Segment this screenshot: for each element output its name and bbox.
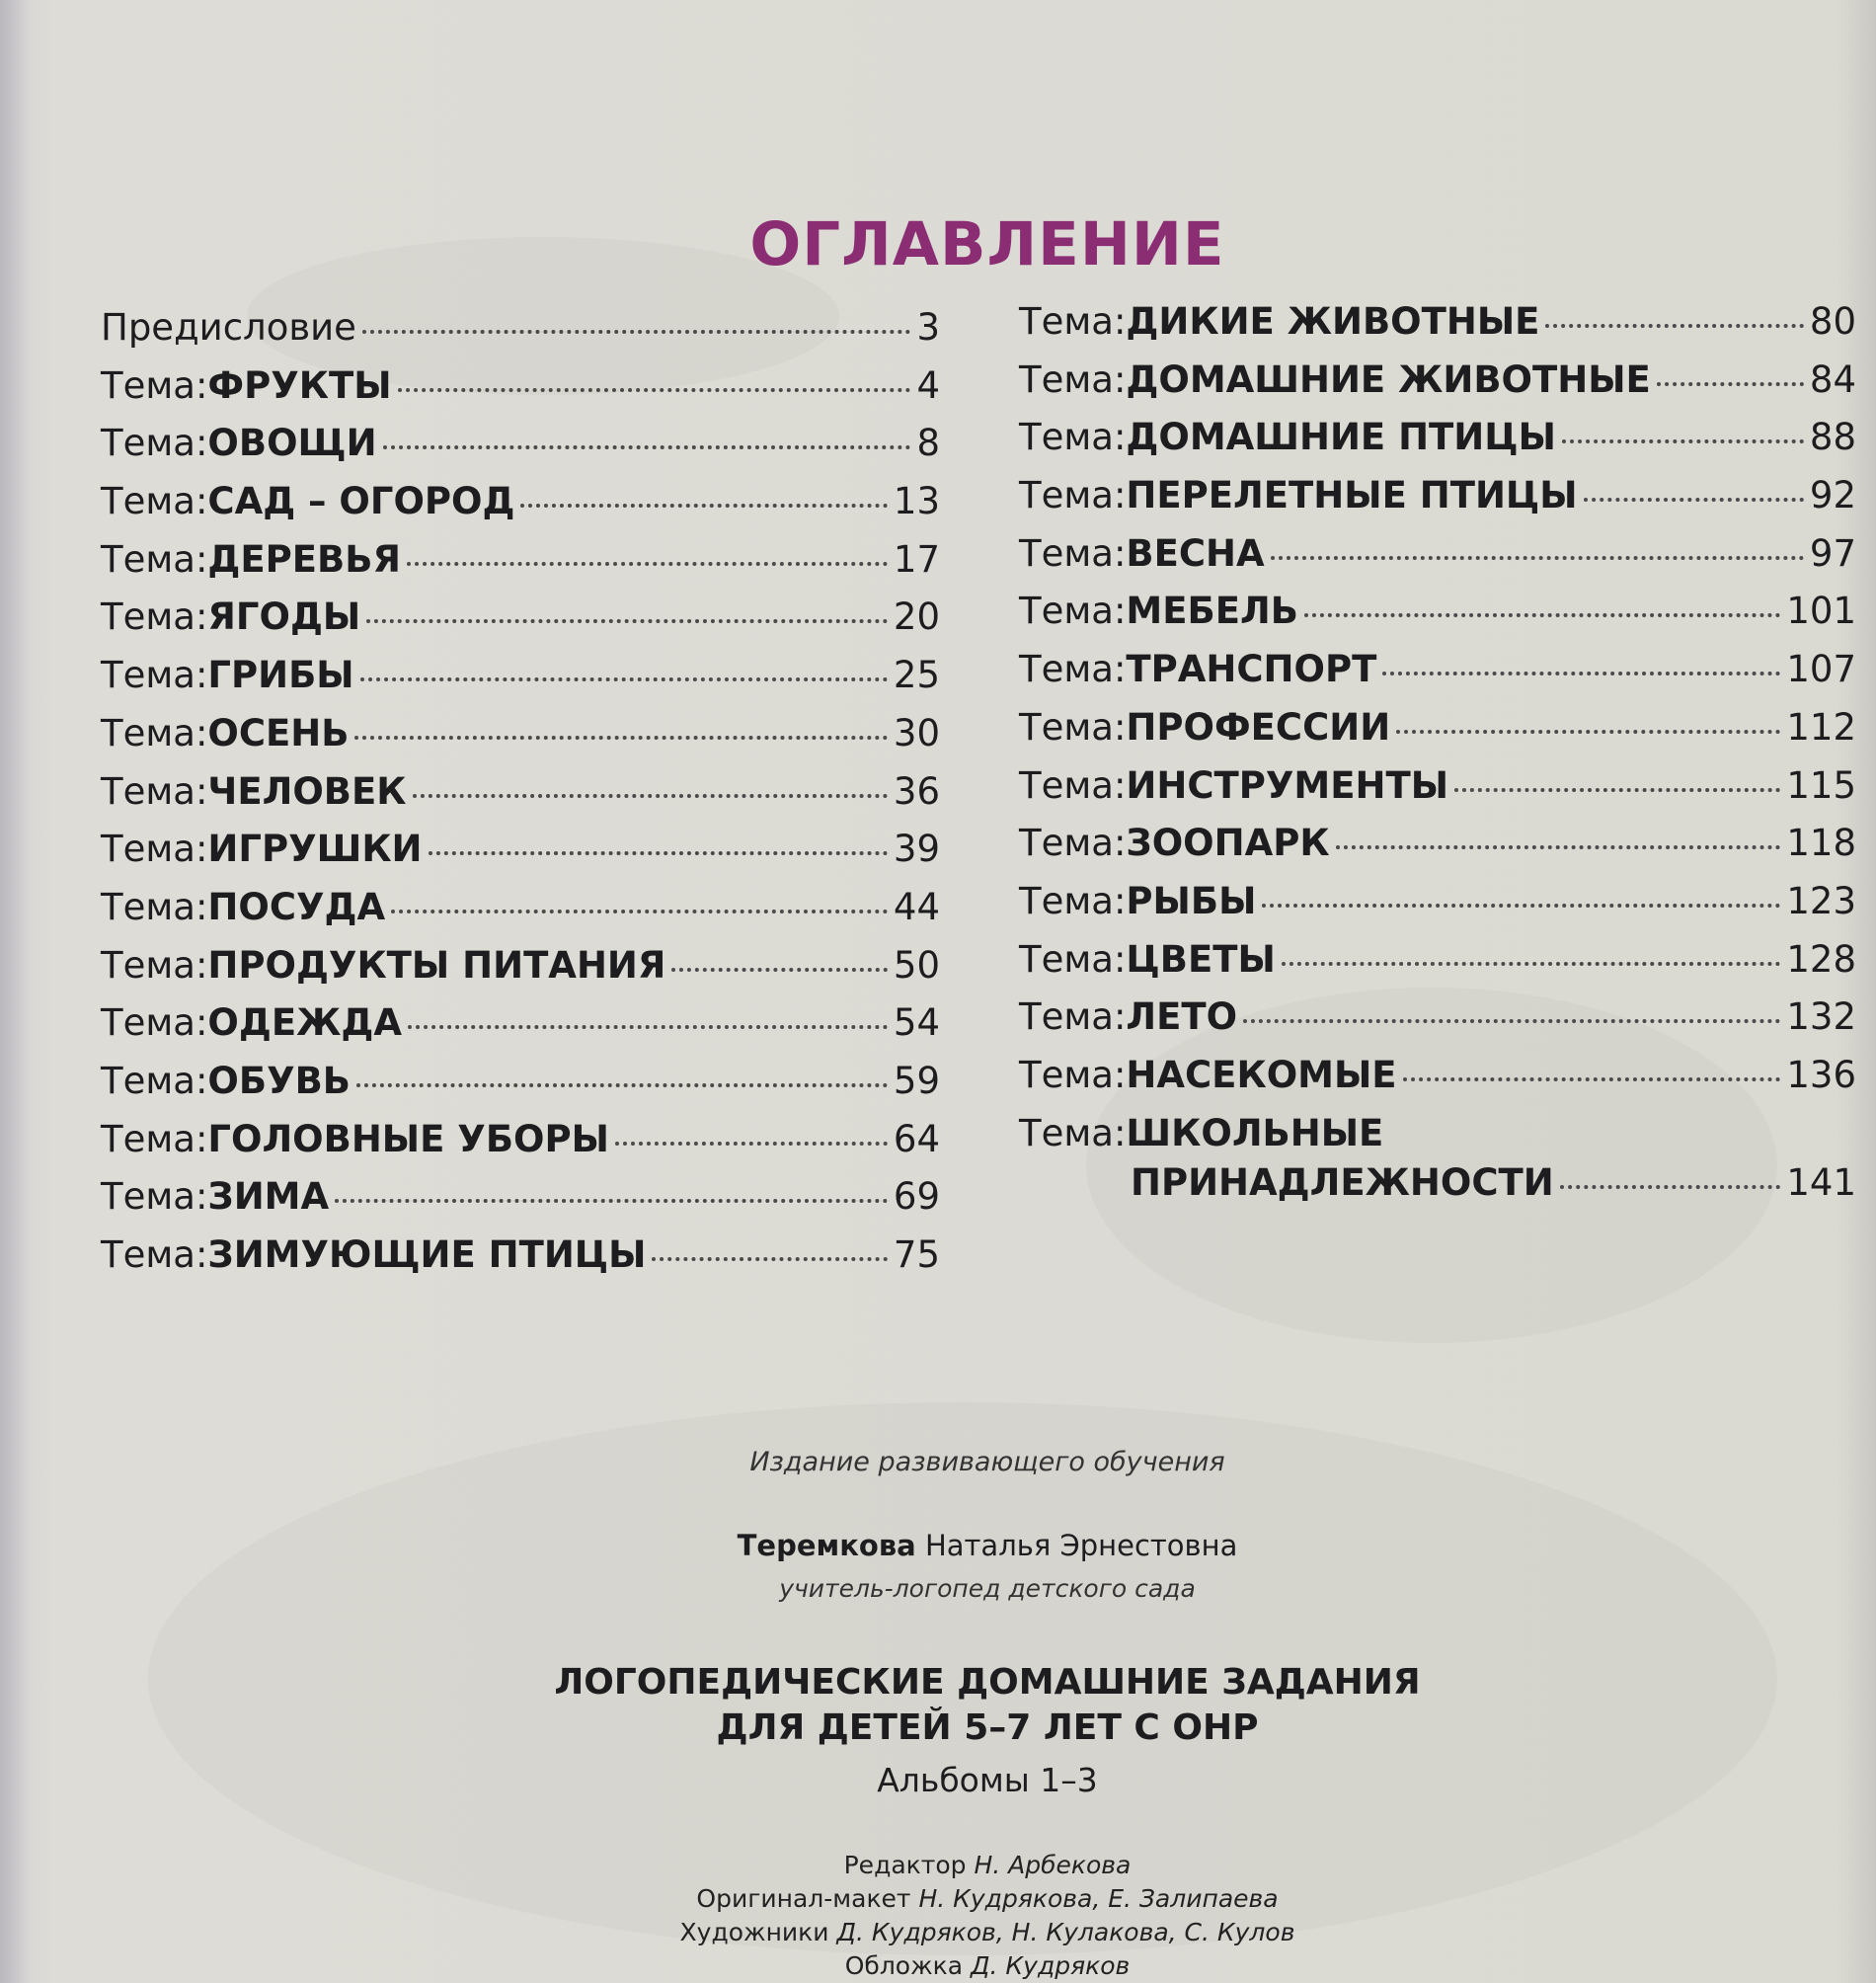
toc-prefix: Тема: bbox=[101, 537, 208, 581]
toc-topic: ЦВЕТЫ bbox=[1126, 937, 1276, 981]
toc-prefix: Тема: bbox=[1019, 416, 1127, 459]
toc-entry bbox=[101, 1118, 940, 1176]
dot-leader bbox=[1271, 556, 1804, 560]
dot-leader bbox=[408, 1025, 888, 1029]
toc-page-number: 132 bbox=[1786, 995, 1856, 1039]
dot-leader bbox=[652, 1257, 887, 1261]
toc-topic: ДОМАШНИЕ ПТИЦЫ bbox=[1126, 416, 1556, 459]
toc-entry bbox=[101, 770, 940, 829]
toc-prefix: Предисловие bbox=[101, 306, 356, 349]
toc-prefix: Тема: bbox=[101, 885, 208, 928]
toc-topic: ПРИНАДЛЕЖНОСТИ bbox=[1131, 1160, 1554, 1204]
toc-prefix: Тема: bbox=[101, 711, 208, 754]
toc-prefix: Тема: bbox=[1019, 474, 1127, 517]
toc-entry bbox=[101, 654, 940, 712]
toc-page-number: 123 bbox=[1786, 879, 1856, 922]
book-title bbox=[0, 1660, 1876, 1751]
toc-prefix: Тема: bbox=[1019, 937, 1127, 981]
toc-entry bbox=[1019, 880, 1856, 938]
toc-right-column bbox=[1019, 300, 1856, 1204]
toc-topic: ГРИБЫ bbox=[207, 654, 354, 697]
toc-page-number: 4 bbox=[916, 363, 940, 407]
dot-leader bbox=[366, 619, 888, 623]
author-surname: Теремкова bbox=[737, 1529, 916, 1562]
toc-prefix: Тема: bbox=[1019, 648, 1127, 691]
toc-entry bbox=[1019, 474, 1856, 532]
author-role: учитель-логопед детского сада bbox=[779, 1574, 1196, 1603]
toc-prefix: Тема: bbox=[101, 943, 208, 987]
dot-leader bbox=[1382, 672, 1780, 675]
dot-leader bbox=[520, 504, 887, 508]
dot-leader bbox=[383, 445, 911, 449]
edition-tagline: Издание развивающего обучения bbox=[749, 1447, 1225, 1477]
toc-entry bbox=[101, 828, 940, 886]
toc-prefix: Тема: bbox=[101, 654, 208, 697]
toc-topic: ПЕРЕЛЕТНЫЕ ПТИЦЫ bbox=[1126, 474, 1578, 517]
toc-entry bbox=[101, 1001, 940, 1060]
toc-page-number: 141 bbox=[1786, 1160, 1856, 1204]
toc-page-number: 20 bbox=[893, 595, 940, 639]
toc-prefix: Тема: bbox=[101, 1059, 208, 1102]
toc-prefix: Тема: bbox=[101, 1117, 208, 1160]
toc-prefix: Тема: bbox=[1019, 357, 1127, 401]
toc-entry bbox=[101, 712, 940, 770]
toc-page-number: 44 bbox=[893, 885, 940, 928]
dot-leader bbox=[360, 677, 888, 681]
dot-leader bbox=[391, 910, 888, 913]
credit-names: Д. Кудряков, Н. Кулакова, С. Кулов bbox=[836, 1918, 1295, 1946]
toc-topic: МЕБЕЛЬ bbox=[1126, 590, 1298, 633]
toc-page-number: 88 bbox=[1809, 416, 1856, 459]
toc-entry bbox=[1019, 706, 1856, 764]
toc-entry bbox=[101, 1233, 940, 1292]
toc-page-number: 3 bbox=[916, 306, 940, 349]
toc-topic: ТРАНСПОРТ bbox=[1126, 648, 1377, 691]
toc-prefix: Тема: bbox=[101, 595, 208, 639]
dot-leader bbox=[1396, 730, 1780, 734]
toc-topic: ОВОЩИ bbox=[207, 422, 377, 465]
dot-leader bbox=[1403, 1077, 1781, 1081]
toc-prefix: Тема: bbox=[1019, 531, 1127, 575]
toc-entry-line bbox=[1019, 1112, 1856, 1161]
credit-line bbox=[0, 1849, 1876, 1882]
dot-leader bbox=[615, 1142, 888, 1146]
toc-topic: ГОЛОВНЫЕ УБОРЫ bbox=[207, 1117, 609, 1160]
toc-page-number: 84 bbox=[1809, 357, 1856, 401]
toc-prefix: Тема: bbox=[101, 1001, 208, 1045]
toc-prefix: Тема: bbox=[1019, 879, 1127, 922]
dot-leader bbox=[1560, 1185, 1781, 1189]
toc-entry bbox=[101, 538, 940, 596]
dot-leader bbox=[354, 736, 887, 740]
credit-role: Редактор bbox=[843, 1851, 975, 1879]
toc-page-number: 92 bbox=[1809, 474, 1856, 517]
toc-topic: ЗИМА bbox=[207, 1175, 330, 1219]
toc-topic: ОБУВЬ bbox=[207, 1059, 352, 1102]
credit-role: Оригинал-макет bbox=[696, 1884, 919, 1913]
credit-names: Н. Кудрякова, Е. Залипаева bbox=[918, 1884, 1279, 1913]
toc-page-number: 101 bbox=[1786, 590, 1856, 633]
toc-page-number: 25 bbox=[893, 654, 940, 697]
dot-leader bbox=[398, 388, 911, 392]
toc-topic: ИГРУШКИ bbox=[207, 828, 423, 871]
credit-role: Художники bbox=[679, 1918, 837, 1946]
toc-entry-line bbox=[1019, 1161, 1856, 1204]
credits-list bbox=[0, 1849, 1876, 1983]
toc-prefix: Тема: bbox=[101, 422, 208, 465]
toc-topic: ПРОДУКТЫ ПИТАНИЯ bbox=[207, 943, 666, 987]
toc-left-column bbox=[101, 306, 940, 1292]
albums-label: Альбомы 1–3 bbox=[877, 1761, 1098, 1799]
toc-topic: ФРУКТЫ bbox=[207, 363, 392, 407]
toc-page-number: 136 bbox=[1786, 1053, 1856, 1096]
toc-page-number: 13 bbox=[893, 480, 940, 523]
toc-topic: ДИКИЕ ЖИВОТНЫЕ bbox=[1126, 300, 1540, 343]
book-title-line: ДЛЯ ДЕТЕЙ 5–7 ЛЕТ С ОНР bbox=[716, 1707, 1259, 1748]
toc-prefix: Тема: bbox=[1019, 763, 1127, 807]
toc-page-number: 112 bbox=[1786, 705, 1856, 749]
toc-entry bbox=[1019, 995, 1856, 1054]
toc-entry bbox=[101, 595, 940, 654]
toc-entry bbox=[1019, 358, 1856, 417]
toc-prefix: Тема: bbox=[101, 1175, 208, 1219]
dot-leader bbox=[1584, 498, 1804, 502]
toc-topic: ОДЕЖДА bbox=[207, 1001, 402, 1045]
credit-names: Н. Арбекова bbox=[974, 1851, 1132, 1879]
toc-prefix: Тема: bbox=[101, 480, 208, 523]
toc-topic: ИНСТРУМЕНТЫ bbox=[1126, 763, 1449, 807]
page-title: ОГЛАВЛЕНИЕ bbox=[749, 209, 1225, 279]
toc-topic: ОСЕНЬ bbox=[207, 711, 350, 754]
dot-leader bbox=[671, 968, 888, 972]
book-title-line: ЛОГОПЕДИЧЕСКИЕ ДОМАШНИЕ ЗАДАНИЯ bbox=[554, 1662, 1421, 1703]
dot-leader bbox=[407, 562, 888, 566]
toc-page-number: 97 bbox=[1809, 531, 1856, 575]
toc-topic: ЧЕЛОВЕК bbox=[207, 769, 407, 813]
author-given-names: Наталья Эрнестовна bbox=[915, 1529, 1238, 1562]
toc-entry bbox=[101, 1060, 940, 1118]
toc-entry bbox=[1019, 300, 1856, 358]
toc-topic: ЛЕТО bbox=[1126, 995, 1238, 1039]
toc-prefix: Тема: bbox=[101, 828, 208, 871]
toc-entry bbox=[1019, 648, 1856, 706]
toc-topic: ДОМАШНИЕ ЖИВОТНЫЕ bbox=[1126, 357, 1651, 401]
toc-topic: ЗООПАРК bbox=[1126, 822, 1330, 865]
toc-prefix: Тема: bbox=[101, 1233, 208, 1276]
toc-entry bbox=[101, 944, 940, 1002]
toc-page-number: 36 bbox=[893, 769, 940, 813]
toc-entry bbox=[101, 422, 940, 480]
dot-leader bbox=[1454, 788, 1780, 792]
toc-entry bbox=[101, 886, 940, 944]
toc-topic: ПОСУДА bbox=[207, 885, 386, 928]
toc-page-number: 59 bbox=[893, 1059, 940, 1102]
toc-prefix: Тема: bbox=[1019, 995, 1127, 1039]
dot-leader bbox=[1243, 1019, 1780, 1023]
toc-entry bbox=[1019, 590, 1856, 648]
toc-entry bbox=[1019, 416, 1856, 474]
toc-topic: ЯГОДЫ bbox=[207, 595, 361, 639]
toc-topic: ДЕРЕВЬЯ bbox=[207, 537, 401, 581]
toc-page-number: 17 bbox=[893, 537, 940, 581]
toc-prefix: Тема: bbox=[1019, 590, 1127, 633]
credit-line bbox=[0, 1882, 1876, 1916]
toc-topic: НАСЕКОМЫЕ bbox=[1126, 1053, 1397, 1096]
toc-topic: ПРОФЕССИИ bbox=[1126, 705, 1391, 749]
toc-topic: ЗИМУЮЩИЕ ПТИЦЫ bbox=[207, 1233, 647, 1276]
toc-entry bbox=[101, 1175, 940, 1233]
toc-entry bbox=[101, 364, 940, 423]
toc-page-number: 8 bbox=[916, 422, 940, 465]
dot-leader bbox=[1262, 904, 1780, 908]
dot-leader bbox=[1657, 382, 1804, 386]
toc-page-number: 64 bbox=[893, 1117, 940, 1160]
dot-leader bbox=[1304, 613, 1780, 617]
toc-page-number: 39 bbox=[893, 828, 940, 871]
dot-leader bbox=[356, 1083, 888, 1087]
credit-line bbox=[0, 1916, 1876, 1949]
credit-names: Д. Кудряков bbox=[970, 1951, 1131, 1980]
toc-page-number: 50 bbox=[893, 943, 940, 987]
toc-entry bbox=[1019, 1054, 1856, 1112]
toc-prefix: Тема: bbox=[1019, 1111, 1127, 1154]
toc-prefix: Тема: bbox=[1019, 705, 1127, 749]
toc-page-number: 118 bbox=[1786, 822, 1856, 865]
toc-entry bbox=[101, 306, 940, 364]
toc-page-number: 69 bbox=[893, 1175, 940, 1219]
toc-prefix: Тема: bbox=[1019, 1053, 1127, 1096]
credit-role: Обложка bbox=[844, 1951, 971, 1980]
dot-leader bbox=[429, 851, 888, 855]
author-line bbox=[0, 1529, 1876, 1562]
toc-entry bbox=[1019, 822, 1856, 880]
toc-topic: РЫБЫ bbox=[1126, 879, 1257, 922]
toc-prefix: Тема: bbox=[1019, 822, 1127, 865]
dot-leader bbox=[335, 1199, 888, 1203]
toc-entry bbox=[1019, 1112, 1856, 1204]
dot-leader bbox=[1562, 439, 1804, 443]
toc-page-number: 30 bbox=[893, 711, 940, 754]
imprint-block bbox=[0, 1447, 1876, 1983]
toc-entry bbox=[1019, 532, 1856, 591]
toc-topic: ШКОЛЬНЫЕ bbox=[1126, 1111, 1384, 1154]
dot-leader bbox=[1545, 324, 1803, 328]
dot-leader bbox=[1336, 845, 1781, 849]
toc-page-number: 128 bbox=[1786, 937, 1856, 981]
toc-topic: САД – ОГОРОД bbox=[207, 480, 515, 523]
toc-page-number: 54 bbox=[893, 1001, 940, 1045]
toc-prefix: Тема: bbox=[101, 769, 208, 813]
credit-line bbox=[0, 1949, 1876, 1983]
dot-leader bbox=[413, 794, 888, 798]
toc-entry bbox=[1019, 764, 1856, 823]
dot-leader bbox=[362, 330, 911, 334]
toc-prefix: Тема: bbox=[101, 363, 208, 407]
toc-entry bbox=[101, 480, 940, 538]
toc-prefix: Тема: bbox=[1019, 300, 1127, 343]
toc-page-number: 80 bbox=[1809, 300, 1856, 343]
toc-page-number: 107 bbox=[1786, 648, 1856, 691]
toc-topic: ВЕСНА bbox=[1126, 531, 1265, 575]
toc-page-number: 115 bbox=[1786, 763, 1856, 807]
toc-entry bbox=[1019, 938, 1856, 996]
toc-page-number: 75 bbox=[893, 1233, 940, 1276]
dot-leader bbox=[1282, 962, 1781, 966]
